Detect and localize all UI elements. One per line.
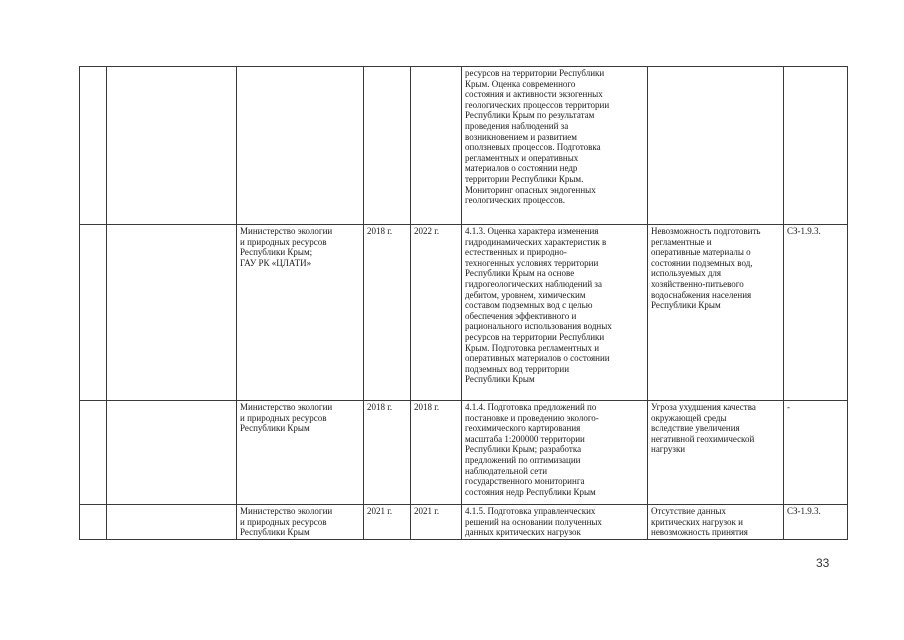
table-row [80, 225, 848, 401]
page-number: 33 [816, 556, 830, 570]
indicator-cell [784, 67, 848, 225]
task-name-cell [107, 505, 237, 540]
start-year-cell: 2018 г. [364, 225, 411, 401]
indicator-cell: - [784, 401, 848, 505]
consequence-cell: Отсутствие данных критических нагрузок и невозможность принятия [648, 505, 784, 540]
start-year-cell [364, 67, 411, 225]
executor-cell: Министерство экологии и природных ресурсов Республики Крым [237, 505, 364, 540]
measure-cell: 4.1.4. Подготовка предложений по постановке и проведению эколого- геохимического картирования масштаба 1:200000 территории Республики Крым; разработка предложений по оптимизации наблюдательной сети государственного мониторинга состояния недр Республики Крым [462, 401, 648, 505]
consequence-cell: Угроза ухудшения качества окружающей среды вследствие увеличения негативной геохимической нагрузки [648, 401, 784, 505]
measure-cell: 4.1.3. Оценка характера изменения гидродинамических характеристик в естественных и природно- техногенных условиях территории Республики Крым на основе гидрогеологических наблюдений за дебитом, уровнем, химическим составом подземных вод с целью обеспечения эффективного и рационального использования водных ресурсов на территории Республики Крым. Подготовка регламентных и оперативных материалов о состоянии подземных вод территории Республики Крым [462, 225, 648, 401]
indicator-cell: СЗ-1.9.3. [784, 225, 848, 401]
task-name-cell [107, 401, 237, 505]
row-number-cell [80, 401, 107, 505]
task-name-cell [107, 225, 237, 401]
executor-cell: Министерство экологии и природных ресурсов Республики Крым [237, 401, 364, 505]
start-year-cell: 2018 г. [364, 401, 411, 505]
consequence-cell [648, 67, 784, 225]
row-number-cell [80, 67, 107, 225]
executor-cell: Министерство экологии и природных ресурсов Республики Крым; ГАУ РК «ЦЛАТИ» [237, 225, 364, 401]
table-row [80, 401, 848, 505]
row-number-cell [80, 225, 107, 401]
end-year-cell [411, 67, 462, 225]
task-name-cell [107, 67, 237, 225]
measure-cell: ресурсов на территории Республики Крым. Оценка современного состояния и активности экзогенных геологических процессов территории Республики Крым по результатам проведения наблюдений за возникновением и развитием оползневых процессов. Подготовка регламентных и оперативных материалов о состоянии недр территории Республики Крым. Мониторинг опасных эндогенных геологических процессов. [462, 67, 648, 225]
table-row [80, 67, 848, 225]
start-year-cell: 2021 г. [364, 505, 411, 540]
end-year-cell: 2018 г. [411, 401, 462, 505]
end-year-cell: 2021 г. [411, 505, 462, 540]
executor-cell [237, 67, 364, 225]
consequence-cell: Невозможность подготовить регламентные и оперативные материалы о состоянии подземных вод, используемых для хозяйственно-питьевого водоснабжения населения Республики Крым [648, 225, 784, 401]
indicator-cell: СЗ-1.9.3. [784, 505, 848, 540]
row-number-cell [80, 505, 107, 540]
table-row [80, 505, 848, 540]
end-year-cell: 2022 г. [411, 225, 462, 401]
measure-cell: 4.1.5. Подготовка управленческих решений на основании полученных данных критических нагрузок [462, 505, 648, 540]
program-table [79, 66, 848, 540]
